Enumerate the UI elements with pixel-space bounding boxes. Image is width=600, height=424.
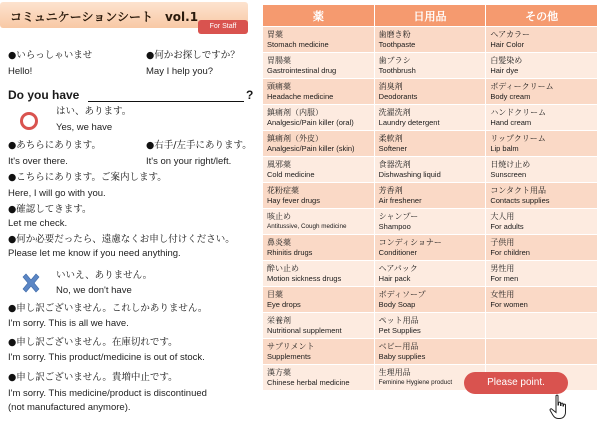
table-row bbox=[263, 105, 598, 131]
cell-english: Baby supplies bbox=[378, 351, 426, 361]
table-cell[interactable] bbox=[374, 339, 486, 365]
cell-japanese: 芳香剤 bbox=[378, 185, 403, 195]
table-cell[interactable] bbox=[374, 287, 486, 313]
cell-english: Sunscreen bbox=[490, 169, 527, 179]
cell-english: Hay fever drugs bbox=[267, 195, 320, 205]
cell-japanese: 女性用 bbox=[490, 289, 515, 299]
table-row bbox=[263, 183, 598, 209]
cell-japanese: 鎮痛剤（内服） bbox=[267, 107, 323, 117]
product-table bbox=[262, 4, 598, 391]
table-row bbox=[263, 131, 598, 157]
table-cell[interactable] bbox=[374, 235, 486, 261]
sorry-discontinued-en: I'm sorry. This medicine/product is discontinued bbox=[8, 388, 207, 399]
table-cell[interactable] bbox=[263, 261, 375, 287]
cell-japanese: 歯ブラシ bbox=[378, 55, 411, 65]
blank-line bbox=[88, 101, 244, 102]
cell-japanese: ヘアパック bbox=[378, 263, 418, 273]
table-row bbox=[263, 79, 598, 105]
cell-japanese: サプリメント bbox=[267, 341, 315, 351]
cell-english: Analgesic/Pain killer (oral) bbox=[267, 117, 354, 127]
table-cell[interactable] bbox=[263, 27, 375, 53]
cell-japanese: 男性用 bbox=[490, 263, 515, 273]
cell-english: Softener bbox=[378, 143, 408, 153]
cell-english: Toothpaste bbox=[378, 39, 416, 49]
cell-english: For men bbox=[490, 273, 519, 283]
please-point-button[interactable]: Please point. bbox=[464, 372, 568, 394]
table-cell[interactable] bbox=[486, 131, 598, 157]
table-cell[interactable] bbox=[486, 209, 598, 235]
circle-icon bbox=[20, 112, 38, 130]
cell-english: Rhinitis drugs bbox=[267, 247, 313, 257]
table-cell[interactable] bbox=[486, 157, 598, 183]
table-body bbox=[263, 27, 598, 391]
table-cell[interactable] bbox=[486, 313, 598, 339]
cell-japanese: 食器洗剤 bbox=[378, 159, 411, 169]
yes-jp: はい、あります。 bbox=[56, 106, 132, 117]
table-cell[interactable] bbox=[263, 183, 375, 209]
cell-english: Laundry detergent bbox=[378, 117, 440, 127]
table-row bbox=[263, 339, 598, 365]
sorry-discontinued-en-note: (not manufactured anymore). bbox=[8, 402, 131, 413]
question-mark: ? bbox=[246, 88, 254, 102]
table-cell[interactable] bbox=[486, 53, 598, 79]
cell-english: Deodorants bbox=[378, 91, 418, 101]
table-cell[interactable] bbox=[486, 27, 598, 53]
cell-english: Shampoo bbox=[378, 221, 411, 231]
cell-english: Feminine Hygiene product bbox=[378, 378, 453, 386]
cell-english: Pet Supplies bbox=[378, 325, 421, 335]
product-table-panel bbox=[262, 4, 598, 420]
pointing-hand-icon bbox=[548, 394, 570, 420]
for-staff-badge: For Staff bbox=[198, 20, 248, 34]
table-row bbox=[263, 235, 598, 261]
no-en: No, we don't have bbox=[56, 285, 132, 296]
cell-japanese: 白髪染め bbox=[490, 55, 523, 65]
cell-english: Dishwashing liquid bbox=[378, 169, 441, 179]
cell-english: Analgesic/Pain killer (skin) bbox=[267, 143, 355, 153]
cell-japanese: シャンプー bbox=[378, 211, 419, 221]
cell-japanese: コンディショナー bbox=[378, 237, 442, 247]
right-left-en: It's on your right/left. bbox=[146, 156, 232, 167]
cell-english: Body Soap bbox=[378, 299, 416, 309]
welcome-jp: ●いらっしゃいませ bbox=[8, 50, 93, 61]
over-there-jp: ●あちらにあります。 bbox=[8, 140, 102, 151]
cell-japanese: 生理用品 bbox=[378, 367, 411, 377]
cell-japanese: 大人用 bbox=[490, 211, 515, 221]
table-row bbox=[263, 313, 598, 339]
cell-english: Body cream bbox=[490, 91, 531, 101]
cell-japanese: 風邪薬 bbox=[267, 159, 291, 169]
cell-japanese: 頭痛薬 bbox=[267, 81, 291, 91]
cell-japanese: 歯磨き粉 bbox=[378, 29, 411, 39]
table-cell[interactable] bbox=[263, 313, 375, 339]
cell-japanese: 咳止め bbox=[267, 211, 291, 221]
cell-english: Cold medicine bbox=[267, 169, 315, 179]
table-cell[interactable] bbox=[374, 183, 486, 209]
cell-english: Lip balm bbox=[490, 143, 519, 153]
cell-japanese: 日焼け止め bbox=[490, 159, 531, 169]
cell-english: Antitussive, Cough medicine bbox=[267, 222, 347, 230]
anything-jp: ●何か必要だったら、遠慮なくお申し付けください。 bbox=[8, 234, 235, 245]
table-row bbox=[263, 261, 598, 287]
table-row bbox=[263, 27, 598, 53]
table-cell[interactable] bbox=[263, 365, 375, 391]
table-cell[interactable] bbox=[486, 79, 598, 105]
guide-en: Here, I will go with you. bbox=[8, 188, 106, 199]
cell-japanese: 胃腸薬 bbox=[267, 55, 291, 65]
table-cell[interactable] bbox=[374, 105, 486, 131]
no-jp: いいえ、ありません。 bbox=[56, 270, 153, 281]
cell-english: Motion sickness drugs bbox=[267, 273, 342, 283]
cell-japanese: コンタクト用品 bbox=[490, 185, 546, 195]
cell-english: Hair pack bbox=[378, 273, 411, 283]
cell-japanese: 栄養剤 bbox=[267, 315, 291, 325]
cell-japanese: 目薬 bbox=[267, 289, 283, 299]
table-cell[interactable] bbox=[486, 287, 598, 313]
table-cell[interactable] bbox=[263, 157, 375, 183]
cell-english: Hair Color bbox=[490, 39, 525, 49]
cell-japanese: 鼻炎薬 bbox=[267, 237, 291, 247]
cell-japanese: ヘアカラー bbox=[490, 29, 530, 39]
table-row bbox=[263, 157, 598, 183]
check-en: Let me check. bbox=[8, 218, 68, 229]
table-row bbox=[263, 209, 598, 235]
cell-japanese: ボディソープ bbox=[378, 289, 426, 299]
cell-japanese: 洗濯洗剤 bbox=[378, 107, 411, 117]
table-cell[interactable] bbox=[263, 79, 375, 105]
sorry-stock-en: I'm sorry. This product/medicine is out of stock. bbox=[8, 352, 205, 363]
cell-japanese: 柔軟剤 bbox=[378, 133, 403, 143]
table-cell[interactable] bbox=[486, 183, 598, 209]
cell-japanese: 消臭剤 bbox=[378, 81, 403, 91]
table-cell[interactable] bbox=[263, 339, 375, 365]
table-cell[interactable] bbox=[374, 79, 486, 105]
sorry-all-en: I'm sorry. This is all we have. bbox=[8, 318, 129, 329]
cell-japanese: リップクリーム bbox=[490, 133, 546, 143]
cell-japanese: 胃薬 bbox=[267, 29, 283, 39]
table-cell[interactable] bbox=[263, 209, 375, 235]
welcome-en: Hello! bbox=[8, 66, 33, 77]
header-daily-goods: 日用品 bbox=[374, 5, 486, 27]
table-cell[interactable] bbox=[263, 105, 375, 131]
table-row bbox=[263, 287, 598, 313]
cell-english: For adults bbox=[490, 221, 524, 231]
cell-english: Conditioner bbox=[378, 247, 418, 257]
header-medicine: 薬 bbox=[263, 5, 375, 27]
over-there-en: It's over there. bbox=[8, 156, 68, 167]
cell-english: Headache medicine bbox=[267, 91, 334, 101]
table-cell[interactable] bbox=[374, 131, 486, 157]
guide-jp: ●こちらにあります。ご案内します。 bbox=[8, 172, 167, 183]
table-cell[interactable] bbox=[486, 105, 598, 131]
cell-english: Chinese herbal medicine bbox=[267, 377, 350, 387]
yes-en: Yes, we have bbox=[56, 122, 113, 133]
check-jp: ●確認してきます。 bbox=[8, 204, 92, 215]
table-cell[interactable] bbox=[486, 339, 598, 365]
cell-english: Toothbrush bbox=[378, 65, 416, 75]
table-cell[interactable] bbox=[374, 261, 486, 287]
cell-japanese: ボディークリーム bbox=[490, 81, 554, 91]
table-cell[interactable] bbox=[374, 53, 486, 79]
cell-japanese: 漢方薬 bbox=[267, 367, 291, 377]
cell-japanese: 子供用 bbox=[490, 237, 515, 247]
cell-english: Hair dye bbox=[490, 65, 519, 75]
x-mark-icon bbox=[20, 272, 42, 294]
cell-english: Nutritional supplement bbox=[267, 325, 342, 335]
table-cell[interactable] bbox=[263, 235, 375, 261]
sorry-all-jp: ●申し訳ございません。これしかありません。 bbox=[8, 303, 208, 314]
cell-japanese: ペット用品 bbox=[378, 315, 419, 325]
cell-english: Eye drops bbox=[267, 299, 301, 309]
cell-english: Supplements bbox=[267, 351, 311, 361]
table-cell[interactable] bbox=[263, 287, 375, 313]
table-cell[interactable] bbox=[374, 27, 486, 53]
sorry-discontinued-jp: ●申し訳ございません。貴増中止です。 bbox=[8, 372, 178, 383]
table-cell[interactable] bbox=[263, 131, 375, 157]
cell-english: Air freshener bbox=[378, 195, 422, 205]
table-cell[interactable] bbox=[486, 235, 598, 261]
cell-english: For children bbox=[490, 247, 530, 257]
anything-en: Please let me know if you need anything. bbox=[8, 248, 181, 259]
cell-english: Stomach medicine bbox=[267, 39, 329, 49]
cell-japanese: ハンドクリーム bbox=[490, 107, 547, 117]
cell-japanese: 酔い止め bbox=[267, 263, 299, 273]
table-cell[interactable] bbox=[374, 157, 486, 183]
do-you-have-label: Do you have bbox=[8, 88, 80, 102]
cell-japanese: 鎮痛剤（外皮） bbox=[267, 133, 323, 143]
cell-english: For women bbox=[490, 299, 528, 309]
phrases-panel bbox=[0, 0, 262, 424]
table-cell[interactable] bbox=[374, 313, 486, 339]
cell-japanese: ベビー用品 bbox=[378, 341, 419, 351]
sheet-title: コミュニケーションシート vol.1 bbox=[10, 10, 199, 24]
cell-japanese: 花粉症薬 bbox=[267, 185, 299, 195]
cell-english: Hand cream bbox=[490, 117, 532, 127]
cell-english: Gastrointestinal drug bbox=[267, 65, 337, 75]
table-cell[interactable] bbox=[374, 209, 486, 235]
looking-for-jp: ●何かお探しですか？ bbox=[146, 50, 240, 61]
right-left-jp: ●右手/左手にあります。 bbox=[146, 140, 252, 151]
cell-english: Contacts supplies bbox=[490, 195, 550, 205]
sorry-stock-jp: ●申し訳ございません。在庫切れです。 bbox=[8, 337, 178, 348]
table-cell[interactable] bbox=[486, 261, 598, 287]
header-others: その他 bbox=[486, 5, 598, 27]
table-cell[interactable] bbox=[263, 53, 375, 79]
table-row bbox=[263, 53, 598, 79]
looking-for-en: May I help you? bbox=[146, 66, 214, 77]
